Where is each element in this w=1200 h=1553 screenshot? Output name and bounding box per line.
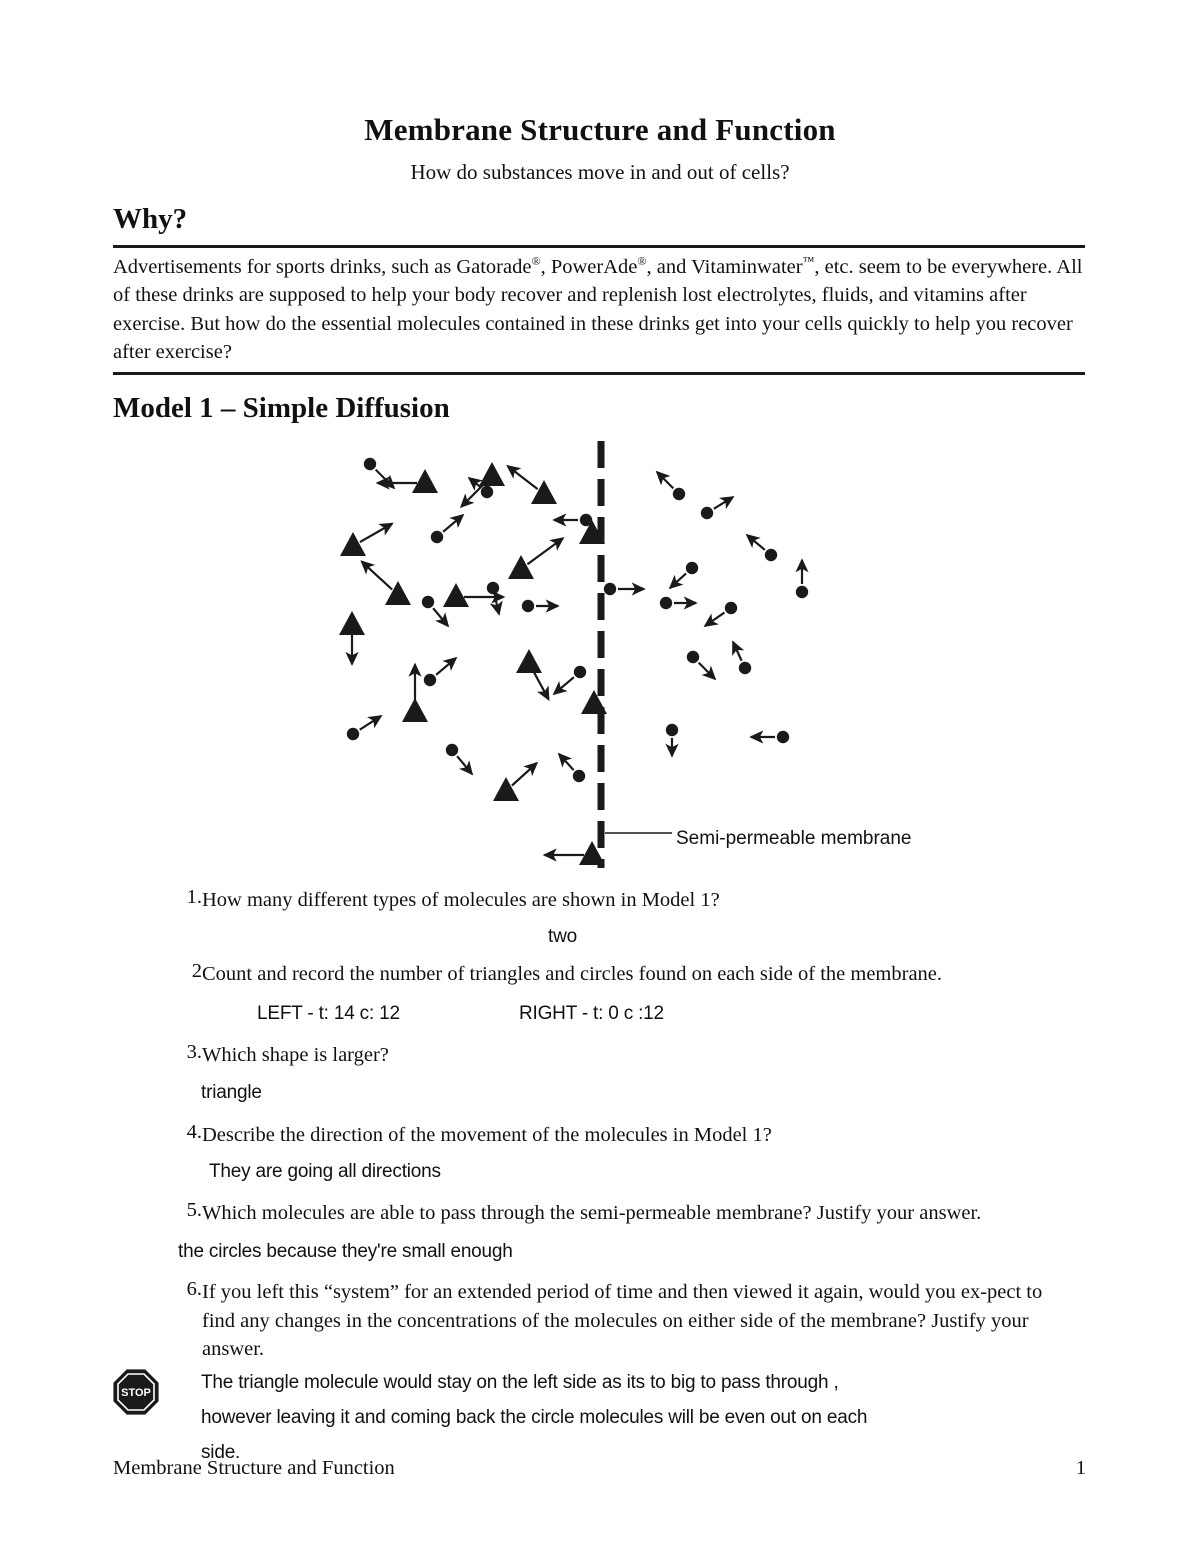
circle-molecule xyxy=(554,514,592,526)
why-text-part1: Advertisements for sports drinks, such as Gatorade xyxy=(113,256,532,278)
circle-molecule xyxy=(666,724,678,756)
triangle-molecule xyxy=(493,763,537,801)
footer-title: Membrane Structure and Function xyxy=(113,1457,395,1479)
triangle-molecule xyxy=(508,466,557,504)
answer-2-right-counts[interactable]: RIGHT - t: 0 c :12 xyxy=(519,1003,664,1024)
question-6-text: If you left this “system” for an extended period of time and then viewed it again, would you ex-pect to find any changes in the concentrations of the molecules on either side of the membrane? Justify your answer. xyxy=(202,1281,1043,1360)
answer-5-line-1[interactable]: the circles because they're small enough xyxy=(178,1241,513,1262)
answer-6-line-3[interactable]: side. xyxy=(201,1442,241,1463)
answer-2-left-counts[interactable]: LEFT - t: 14 c: 12 xyxy=(257,1003,400,1024)
circle-molecule xyxy=(705,602,737,626)
question-3-number: 3. xyxy=(186,1041,202,1063)
why-paragraph xyxy=(113,253,1085,367)
question-1-text: How many different types of molecules are shown in Model 1? xyxy=(202,889,720,911)
circle-molecule xyxy=(670,562,698,588)
svg-text:STOP: STOP xyxy=(121,1387,151,1399)
why-text-part2: , PowerAde xyxy=(540,256,638,278)
circle-molecule xyxy=(796,560,808,598)
circle-molecule xyxy=(422,596,448,626)
triangle-molecule xyxy=(339,611,365,664)
question-4-number: 4. xyxy=(186,1121,202,1143)
triangle-molecule xyxy=(508,538,563,579)
circle-molecule xyxy=(751,731,789,743)
divider-top xyxy=(113,245,1085,248)
triangle-molecule xyxy=(544,841,605,865)
answer-1-line-1[interactable]: two xyxy=(548,926,577,947)
model1-diagram xyxy=(0,435,1200,880)
why-text-part3: , and Vitaminwater xyxy=(646,256,803,278)
question-1-number: 1. xyxy=(186,886,202,908)
circle-molecule xyxy=(604,583,644,595)
question-2-number: 2 xyxy=(191,960,202,982)
triangle-molecule xyxy=(362,561,411,605)
stop-sign-icon xyxy=(113,1369,159,1415)
question-6-number: 6. xyxy=(186,1278,202,1300)
question-4-text: Describe the direction of the movement of the molecules in Model 1? xyxy=(202,1124,772,1146)
registered-mark-1: ® xyxy=(531,254,541,269)
triangle-molecule xyxy=(461,462,505,507)
question-2-text: Count and record the number of triangles and circles found on each side of the membrane. xyxy=(202,963,943,985)
circle-molecule xyxy=(660,597,696,609)
divider-bottom xyxy=(113,372,1085,375)
triangle-molecule xyxy=(516,649,549,699)
trademark-mark-3: ™ xyxy=(802,254,815,269)
circle-molecule xyxy=(747,535,777,561)
why-text-part4: , etc. seem to be everywhere. All of these drinks are supposed to help your body recover and replenish lost electrolytes, fluids, and vitamins after exercise. But how do the essential molecules contained in these drinks get into your cells quickly to help you recover after exercise? xyxy=(113,256,1083,364)
answer-4-line-1[interactable]: They are going all directions xyxy=(209,1161,441,1182)
circle-molecule xyxy=(522,600,558,612)
question-5-text: Which molecules are able to pass through the semi-permeable membrane? Justify your answer. xyxy=(202,1202,982,1224)
circle-molecule xyxy=(347,716,381,740)
answer-3-line-1[interactable]: triangle xyxy=(201,1082,262,1103)
circle-molecule xyxy=(446,744,472,774)
triangle-molecule xyxy=(340,524,392,556)
circle-molecule xyxy=(431,515,463,543)
circle-molecule xyxy=(554,666,586,694)
triangle-molecule xyxy=(402,664,428,722)
diffusion-diagram-svg xyxy=(0,435,1200,880)
registered-mark-2: ® xyxy=(637,254,647,269)
circle-molecule xyxy=(559,754,585,782)
answer-6-line-2[interactable]: however leaving it and coming back the circle molecules will be even out on each xyxy=(201,1407,868,1428)
page-subtitle: How do substances move in and out of cells? xyxy=(410,160,790,184)
question-5-number: 5. xyxy=(186,1199,202,1221)
circle-molecule xyxy=(657,472,685,500)
circle-molecule xyxy=(687,651,715,679)
question-3-text: Which shape is larger? xyxy=(202,1044,389,1066)
section-heading-model1: Model 1 – Simple Diffusion xyxy=(113,392,450,424)
page-title: Membrane Structure and Function xyxy=(364,112,836,147)
molecules-group xyxy=(339,458,808,865)
section-heading-why: Why? xyxy=(113,203,188,235)
circle-molecule xyxy=(733,642,751,674)
footer-page-number: 1 xyxy=(1075,1457,1086,1479)
circle-molecule xyxy=(424,658,456,686)
answer-6-line-1[interactable]: The triangle molecule would stay on the left side as its to big to pass through , xyxy=(201,1372,839,1393)
circle-molecule xyxy=(701,497,733,519)
membrane-label: Semi-permeable membrane xyxy=(676,828,912,849)
